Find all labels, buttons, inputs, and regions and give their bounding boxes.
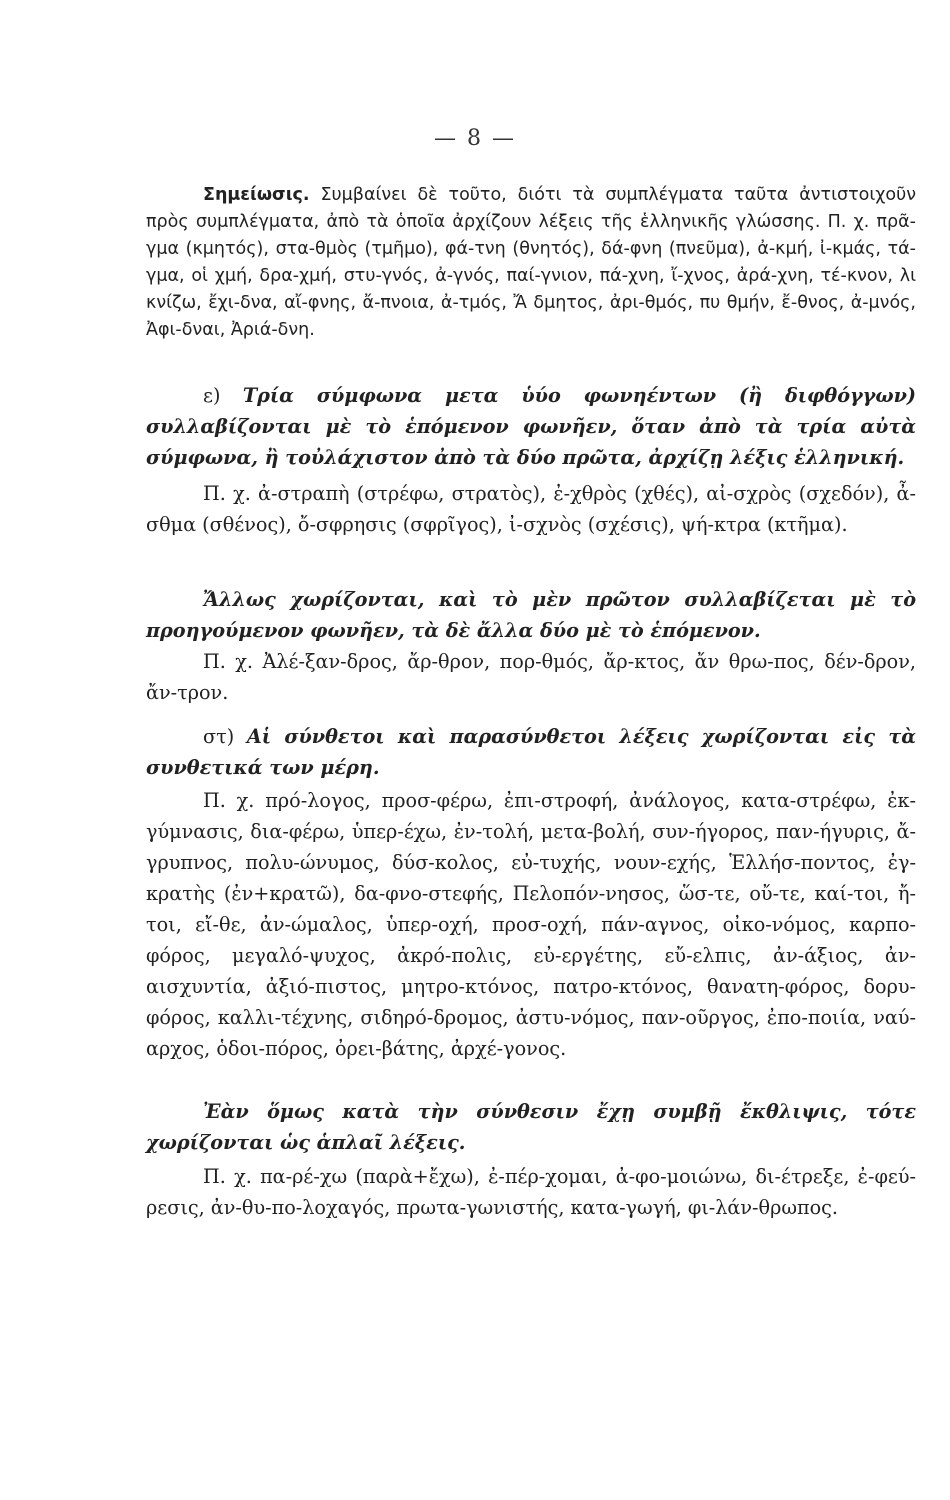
rule-e-heading-paragraph bbox=[146, 380, 916, 473]
rule-st-heading: Αἱ σύνθετοι καὶ παρασύνθετοι λέξεις χωρίζονται εἰς τὰ συνθετικά των μέρη. bbox=[146, 725, 916, 779]
rule-st-heading-paragraph bbox=[146, 721, 916, 783]
note-paragraph bbox=[146, 182, 916, 344]
rule-st2-examples: Π. χ. πα-ρέ-χω (παρὰ+ἔχω), ἐ-πέρ-χομαι, ἀ-φο-μοιώνω, δι-έτρεξε, ἐ-φεύ-ρεσις, ἀν-θυ-πο-λοχαγός, πρωτα-γωνιστής, κατα-γωγή, φι-λάν-θρωπος. bbox=[146, 1165, 916, 1219]
rule-st-examples: Π. χ. πρό-λογος, προσ-φέρω, ἐπι-στροφή, ἀνάλογος, κατα-στρέφω, ἐκ-γύμνασις, δια-φέρω, ὑπερ-έχω, ἐν-τολή, μετα-βολή, συν-ήγορος, παν-ήγυρις, ἄ-γρυπνος, πολυ-ώνυμος, δύσ-κολος, εὐ-τυχής, νουν-εχής, Ἑλλήσ-ποντος, ἐγ-κρατὴς (ἐν+κρατῶ), δα-φνο-στεφής, Πελοπόν-νησος, ὥσ-τε, οὔ-τε, καί-τοι, ἤ-τοι, εἴ-θε, ἀν-ώμαλος, ὑπερ-οχή, προσ-οχή, πάν-αγνος, οἰκο-νόμος, καρπο-φόρος, μεγαλό-ψυχος, ἀκρό-πολις, εὐ-εργέτης, εὔ-ελπις, ἀν-άξιος, ἀν-αισχυντία, ἀξιό-πιστος, μητρο-κτόνος, πατρο-κτόνος, θανατη-φόρος, δορυ-φόρος, καλλι-τέχνης, σιδηρό-δρομος, ἀστυ-νόμος, παν-οῦργος, ἐπο-ποιία, ναύ-αρχος, ὁδοι-πόρος, ὀρει-βάτης, ἀρχέ-γονος. bbox=[146, 789, 916, 1060]
note-text: Συμβαίνει δὲ τοῦτο, διότι τὰ συμπλέγματα ταῦτα ἀντιστοιχοῦν πρὸς συμπλέγματα, ἀπὸ τὰ ὁποῖα ἀρχίζουν λέξεις τῆς ἑλληνικῆς γλώσσης. Π. χ. πρᾶ-γμα (κμητός), στα-θμὸς (τμῆμο), φά-τνη (θνητός), δά-φνη (πνεῦμα), ἀ-κμή, ἰ-κμάς, τά-γμα, οἱ χμή, δρα-χμή, στυ-γνός, ἀ-γνός, παί-γνιον, πά-χνη, ἴ-χνος, ἀρά-χνη, τέ-κνον, λι κνίζω, ἔχι-δνα, αἴ-φνης, ἄ-πνοια, ἀ-τμός, Ἄ δμητος, ἀρι-θμός, πυ θμήν, ἔ-θνος, ἀ-μνός, Ἀφι-δναι, Ἀριά-δνη. bbox=[146, 185, 916, 340]
rule-e2-heading: Ἄλλως χωρίζονται, καὶ τὸ μὲν πρῶτον συλλαβίζεται μὲ τὸ προηγούμενον φωνῆεν, τὰ δὲ ἄλλα δύο μὲ τὸ ἑπόμενον. bbox=[146, 588, 916, 642]
page-number: — 8 — bbox=[434, 126, 516, 151]
rule-e-examples: Π. χ. ἀ-στραπὴ (στρέφω, στρατὸς), ἐ-χθρὸς (χθές), αἰ-σχρὸς (σχεδόν), ἆ-σθμα (σθένος), ὄ-σφρησις (σφρῖγος), ἰ-σχνὸς (σχέσις), ψή-κτρα (κτῆμα). bbox=[146, 482, 916, 536]
note-label: Σημείωσις. bbox=[203, 185, 310, 205]
rule-e-heading: Τρία σύμφωνα μετα ὑύο φωνηέντων (ἢ διφθόγγων) συλλαβίζονται μὲ τὸ ἑπόμενον φωνῆεν, ὅταν ἀπὸ τὰ τρία αὐτὰ σύμφωνα, ἢ τοὐλάχιστον ἀπὸ τὰ δύο πρῶτα, ἀρχίζῃ λέξις ἑλληνική. bbox=[146, 384, 916, 469]
rule-e2-examples: Π. χ. Ἀλέ-ξαν-δρος, ἄρ-θρον, πορ-θμός, ἄρ-κτος, ἄν θρω-πος, δέν-δρον, ἄν-τρον. bbox=[146, 650, 916, 704]
rule-st-label: στ) bbox=[203, 725, 235, 748]
rule-st2-heading: Ἐὰν ὅμως κατὰ τὴν σύνθεσιν ἔχῃ συμβῇ ἔκθλιψις, τότε χωρίζονται ὡς ἁπλαῖ λέξεις. bbox=[146, 1100, 916, 1154]
rule-e-label: ε) bbox=[203, 384, 221, 407]
